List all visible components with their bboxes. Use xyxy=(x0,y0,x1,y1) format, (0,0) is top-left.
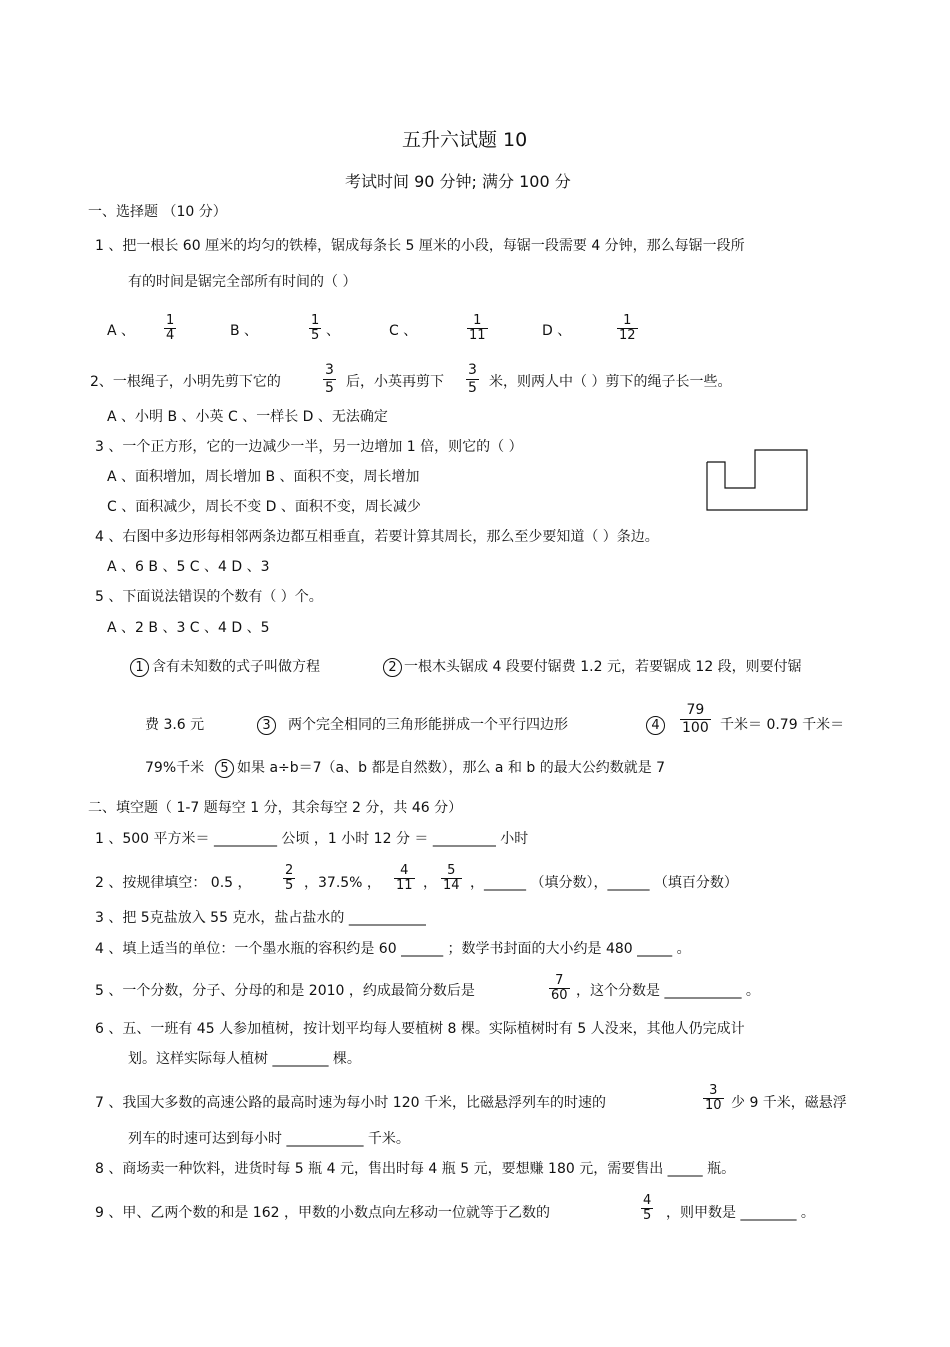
q1-line2: 有的时间是锯完全部所有时间的（ ） xyxy=(128,274,357,290)
q5-stem: 5 、下面说法错误的个数有（ ）个。 xyxy=(95,589,323,605)
q2-part3: 米，则两人中（ ）剪下的绳子长一些。 xyxy=(489,374,732,390)
fill-q5-part2: ，这个分数是 ___________ 。 xyxy=(576,983,760,999)
q3-stem: 3 、一个正方形，它的一边减少一半，另一边增加 1 倍，则它的（ ） xyxy=(95,439,523,455)
fill-q3: 3 、把 5克盐放入 55 克水，盐占盐水的 ___________ xyxy=(95,910,426,926)
fill-q9-fraction: $\frac{4}{5}$ xyxy=(643,1193,652,1223)
fill-q5-fraction: $\frac{7}{60}$ xyxy=(551,973,568,1003)
statement-3: 两个完全相同的三角形能拼成一个平行四边形 xyxy=(288,717,568,733)
circled-number-5: 5 xyxy=(215,759,234,778)
fill-q2-fraction1: $\frac{2}{5}$ xyxy=(285,863,294,893)
q1-option-c: C 、 xyxy=(389,323,418,339)
statement-1: 含有未知数的式子叫做方程 xyxy=(152,659,320,675)
q1-option-b: B 、 xyxy=(230,323,259,339)
fill-q2-part3: ， xyxy=(423,875,437,891)
q1-fraction-c: $\frac{1}{11}$ xyxy=(469,313,486,343)
q1-line1: 1 、把一根长 60 厘米的均匀的铁棒，锯成每条长 5 厘米的小段，每锯一段需要 4 分钟，那么每锯一段所 xyxy=(95,238,745,254)
q4-stem: 4 、右图中多边形每相邻两条边都互相垂直，若要计算其周长，那么至少要知道（ ）条边。 xyxy=(95,529,659,545)
fill-q2-part4: ，______ （填分数），______ （填百分数） xyxy=(470,875,738,891)
section1-heading: 一、选择题 （10 分） xyxy=(88,204,227,220)
fill-q2-part1: 2 、按规律填空： 0.5 ， xyxy=(95,875,252,891)
fill-q5-part1: 5 、一个分数，分子、分母的和是 2010 ，约成最简分数后是 xyxy=(95,983,475,999)
q2-part1: 2、一根绳子，小明先剪下它的 xyxy=(90,374,281,390)
fill-q8: 8 、商场卖一种饮料，进货时每 5 瓶 4 元，售出时每 4 瓶 5 元，要想赚 180 元，需要售出 _____ 瓶。 xyxy=(95,1161,736,1177)
statement-2-cont: 费 3.6 元 xyxy=(145,717,205,733)
q3-options-2: C 、面积减少，周长不变 D 、面积不变，周长减少 xyxy=(107,499,421,515)
q1-fraction-d: $\frac{1}{12}$ xyxy=(619,313,636,343)
fill-q4: 4 、填上适当的单位：一个墨水瓶的容积约是 60 ______ ；数学书封面的大小约是 480 _____ 。 xyxy=(95,941,691,957)
fill-q6-line1: 6 、五、一班有 45 人参加植树，按计划平均每人要植树 8 棵。实际植树时有 5 人没来，其他人仍完成计 xyxy=(95,1021,745,1037)
q2-part2: 后，小英再剪下 xyxy=(346,374,444,390)
q1-fraction-a: $\frac{1}{4}$ xyxy=(166,313,175,343)
statement-2: 一根木头锯成 4 段要付锯费 1.2 元，若要锯成 12 段，则要付锯 xyxy=(404,659,802,675)
fill-q7-part2: 少 9 千米，磁悬浮 xyxy=(731,1095,847,1111)
fill-q7-fraction: $\frac{3}{10}$ xyxy=(705,1083,722,1113)
exam-info: 考试时间 90 分钟; 满分 100 分 xyxy=(345,172,571,191)
statement-5: 如果 a÷b＝7（a、b 都是自然数），那么 a 和 b 的最大公约数就是 7 xyxy=(237,760,666,776)
q4-options: A 、6 B 、5 C 、4 D 、3 xyxy=(107,559,270,575)
circled-number-4: 4 xyxy=(646,716,665,735)
fill-q7-part1: 7 、我国大多数的高速公路的最高时速为每小时 120 千米，比磁悬浮列车的时速的 xyxy=(95,1095,606,1111)
polygon-outline xyxy=(707,450,807,510)
statement-4: 千米＝ 0.79 千米＝ xyxy=(720,717,845,733)
q1-option-b-tail: 、 xyxy=(326,323,340,339)
q5-options: A 、2 B 、3 C 、4 D 、5 xyxy=(107,620,270,636)
polygon-figure xyxy=(705,448,810,512)
q1-option-a: A 、 xyxy=(107,323,136,339)
fill-q2-fraction2: $\frac{4}{11}$ xyxy=(396,863,413,893)
fill-q6-line2: 划。这样实际每人植树 ________ 棵。 xyxy=(128,1051,361,1067)
circled-number-1: 1 xyxy=(130,658,149,677)
q3-options-1: A 、面积增加，周长增加 B 、面积不变，周长增加 xyxy=(107,469,420,485)
fill-q9-part2: ，则甲数是 ________ 。 xyxy=(666,1205,815,1221)
fill-q7-line2: 列车的时速可达到每小时 ___________ 千米。 xyxy=(128,1131,410,1147)
page-title: 五升六试题 10 xyxy=(402,129,528,151)
section2-heading: 二、填空题（ 1-7 题每空 1 分，其余每空 2 分，共 46 分） xyxy=(88,800,463,816)
q1-option-d: D 、 xyxy=(542,323,572,339)
q1-fraction-b: $\frac{1}{5}$ xyxy=(311,313,320,343)
circled-number-2: 2 xyxy=(383,658,402,677)
q2-fraction1: $\frac{3}{5}$ xyxy=(325,362,334,396)
fill-q2-fraction3: $\frac{5}{14}$ xyxy=(443,863,460,893)
fill-q1: 1 、500 平方米＝ _________ 公顷 ，1 小时 12 分 ＝ _________ 小时 xyxy=(95,831,529,847)
circled-number-3: 3 xyxy=(257,716,276,735)
q2-options: A 、小明 B 、小英 C 、一样长 D 、无法确定 xyxy=(107,409,388,425)
fill-q2-part2: ，37.5% ， xyxy=(304,875,381,891)
statement-4-cont: 79%千米 xyxy=(145,760,205,776)
q2-fraction2: $\frac{3}{5}$ xyxy=(468,362,477,396)
statement-4-fraction: $\frac{79}{100}$ xyxy=(682,702,709,736)
fill-q9-part1: 9 、甲、乙两个数的和是 162 ，甲数的小数点向左移动一位就等于乙数的 xyxy=(95,1205,550,1221)
